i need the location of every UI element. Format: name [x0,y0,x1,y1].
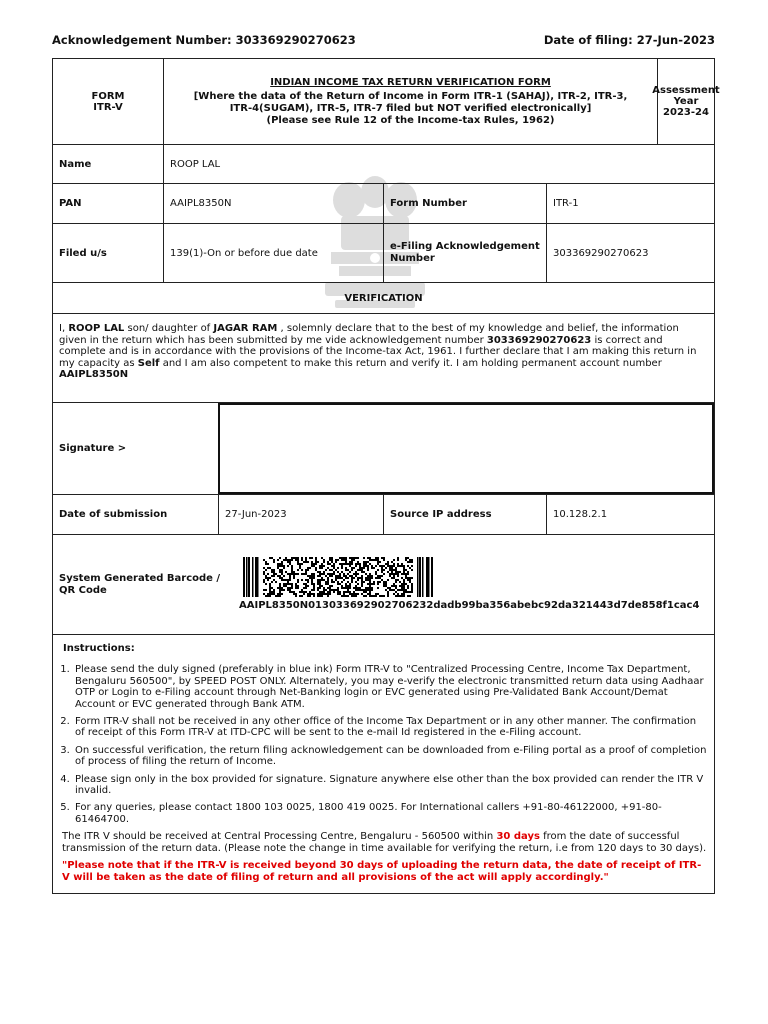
form-title-block [163,59,657,144]
ay-line1: Assessment [652,85,720,96]
submission-date-value: 27-Jun-2023 [218,495,383,534]
assessment-year [652,59,720,144]
signature-label: Signature > [59,443,127,454]
verification-heading-row [53,283,714,314]
signature-row [53,403,714,495]
filed-us-value: 139(1)-On or before due date [163,224,383,282]
instruction-item: 5. For any queries, please contact 1800 103 0025, 1800 419 0025. For International callers +91-80-46122000, +91-80-61464700. [73,802,708,825]
verif-text-4: is correct and complete and is in accordance with the provisions of the Income-tax Act, 1961. I further declare that I am making this return in my capacity as [59,334,697,369]
instructions-heading: Instructions: [63,643,135,654]
form-subtitle-2: ITR-4(SUGAM), ITR-5, ITR-7 filed but NOT verified electronically] [229,102,592,114]
barcode-icon [243,557,433,597]
submission-row [53,495,714,535]
verif-ack-number: 303369290270623 [486,334,592,346]
verif-text-3: , solemnly declare that to the best of my knowledge and belief, the information given in the return which has been submitted by me vide acknowledgement number [59,323,679,346]
form-label-line2: ITR-V [93,101,123,113]
verif-text-1: I, [59,323,69,334]
filed-us-row [53,224,714,283]
filing-date: 27-Jun-2023 [636,33,715,47]
receipt-text-2: from the date of successful transmission of the return data. (Please note the change in time available for verifying the return, i.e from 120 days to 30 days). [62,831,707,854]
source-ip-label: Source IP address [383,495,546,534]
verification-statement-row [53,314,714,403]
top-line [52,33,715,49]
instruction-item: 4. Please sign only in the box provided for signature. Signature anywhere else other than the box provided can render the ITR V invalid. [73,774,708,797]
form-number-value: ITR-1 [546,184,714,223]
late-receipt-note: "Please note that if the ITR-V is received beyond 30 days of uploading the return data, the date of receipt of ITR-V will be taken as the date of filing of return and all provisions of the act will apply accordingly." [62,860,702,883]
acknowledgement-number [52,33,356,47]
form-number-label: Form Number [383,184,546,223]
verif-name: ROOP LAL [68,323,125,334]
pan-label: PAN [59,198,82,209]
name-row [53,145,714,184]
verif-capacity: Self [137,357,160,369]
barcode-row [53,535,714,635]
signature-box[interactable] [218,403,714,494]
verif-text-5: and I am also competent to make this return and verify it. I am holding permanent account number [159,357,662,369]
verif-text-2: son/ daughter of [124,323,214,334]
ack-label: Acknowledgement Number: [52,33,232,47]
form-label [53,59,163,144]
efiling-ack-value: 303369290270623 [546,224,714,282]
source-ip-value: 10.128.2.1 [546,495,714,534]
name-value: ROOP LAL [163,145,714,183]
receipt-paragraph [62,831,708,854]
submission-date-label: Date of submission [59,508,168,520]
form-subtitle-1: [Where the data of the Return of Income in Form ITR-1 (SAHAJ), ITR-2, ITR-3, [193,90,628,102]
pan-value: AAIPL8350N [163,184,383,223]
verif-pan: AAIPL8350N [59,369,129,381]
instruction-item: 2. Form ITR-V shall not be received in any other office of the Income Tax Department or in any other manner. The confirmation of receipt of this Form ITR-V at ITD-CPC will be sent to the e-mail Id registered in the e-Filing account. [73,716,708,739]
ay-value: 2023-24 [663,107,709,118]
verif-father-name: JAGAR RAM [213,323,278,334]
instructions-list [57,664,708,825]
form-subtitle-3: (Please see Rule 12 of the Income-tax Rules, 1962) [266,114,555,126]
verification-heading: VERIFICATION [344,292,423,304]
itr-v-form [52,58,720,894]
form-header [53,59,720,145]
verification-statement [53,314,714,390]
efiling-ack-label: e-Filing Acknowledgement Number [383,224,546,282]
barcode-text: AAIPL8350N013033692902706232dadb99ba356abebc92da321443d7de858f1cac4 [239,600,700,611]
date-of-filing [544,33,715,47]
receipt-text-1: The ITR V should be received at Central Processing Centre, Bengaluru - 560500 within [62,831,497,843]
receipt-days: 30 days [496,831,540,843]
form-label-line1: FORM [91,90,125,102]
instruction-item: 3. On successful verification, the return filing acknowledgement can be downloaded from e-Filing portal as a proof of completion of process of filing the return of Income. [73,745,708,768]
barcode-label: System Generated Barcode / QR Code [59,572,221,596]
name-label: Name [59,158,92,170]
instructions [53,635,714,893]
instructions-row [53,635,714,893]
ay-line2: Year [673,96,699,107]
form-title: INDIAN INCOME TAX RETURN VERIFICATION FORM [270,76,551,88]
filing-label: Date of filing: [543,33,633,47]
pan-row [53,184,714,224]
filed-us-label: Filed u/s [59,247,107,259]
instruction-item: 1. Please send the duly signed (preferably in blue ink) Form ITR-V to "Centralized Processing Centre, Income Tax Department, Bengaluru 560500", by SPEED POST ONLY. Alternately, you may e-verify the electronic transmitted return data using Aadhaar OTP or Login to e-Filing account through Net-Banking login or EVC generated using Pre-Validated Bank Account/Demat Account or EVC generated through Bank ATM. [73,664,708,710]
ack-number: 303369290270623 [235,33,356,47]
